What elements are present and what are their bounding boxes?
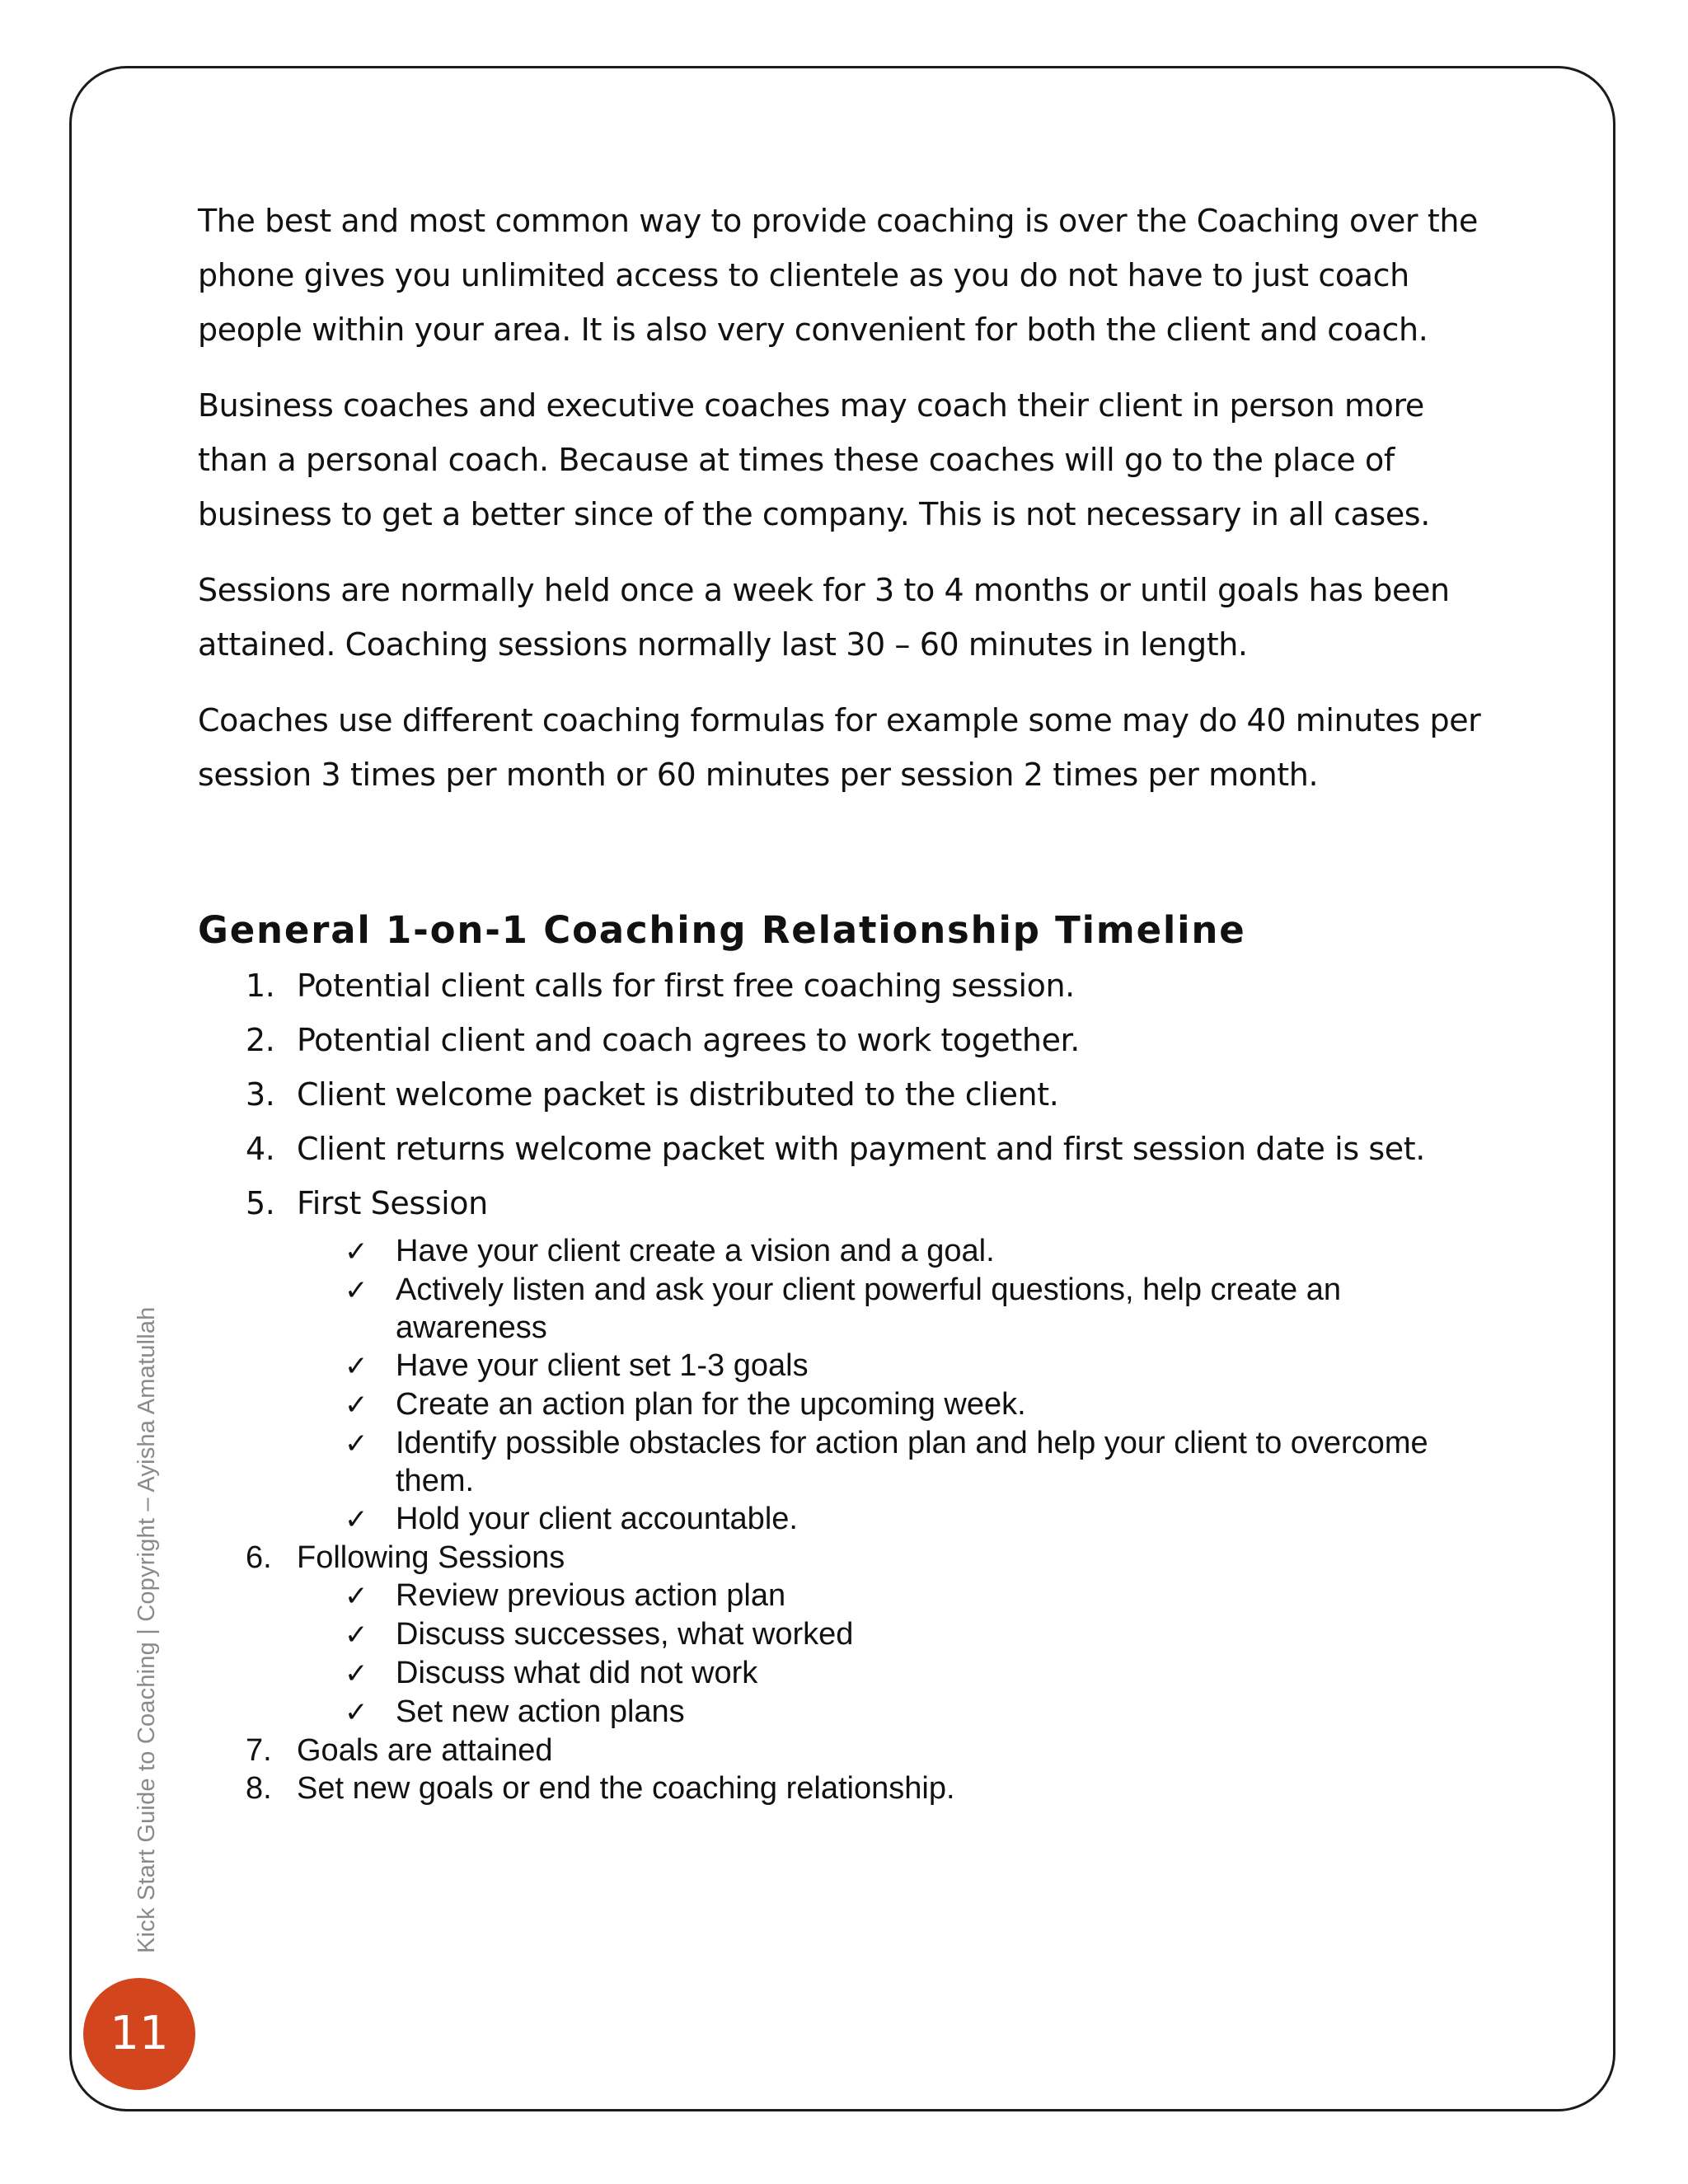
sidebar-copyright: Kick Start Guide to Coaching | Copyright – Ayisha Amatullah <box>134 1306 160 1953</box>
checklist-text: Actively listen and ask your client powerful questions, help create an awareness <box>396 1272 1341 1345</box>
checklist-text: Identify possible obstacles for action plan and help your client to overcome them. <box>396 1426 1428 1498</box>
timeline-item <box>198 1176 1500 1230</box>
item-text: First Session <box>297 1185 488 1221</box>
check-icon: ✓ <box>345 1580 368 1613</box>
checklist-item <box>198 1577 1500 1615</box>
item-number: 8. <box>246 1771 272 1806</box>
checklist-item <box>198 1693 1500 1732</box>
check-icon: ✓ <box>345 1619 368 1652</box>
checklist-text: Discuss what did not work <box>396 1656 758 1690</box>
checklist-item <box>198 1615 1500 1654</box>
checklist-item <box>198 1271 1500 1347</box>
section-heading: General 1-on-1 Coaching Relationship Timeline <box>198 908 1246 952</box>
checklist-text: Hold your client accountable. <box>396 1502 798 1536</box>
item-number: 1. <box>246 968 275 1004</box>
check-icon: ✓ <box>345 1657 368 1690</box>
check-icon: ✓ <box>345 1274 368 1307</box>
paragraph-phone-coaching: The best and most common way to provide coaching is over the Coaching over the phone gives you unlimited access to clientele as you do not have to just coach people within your area. It is also very convenient for both the client and coach. <box>198 203 1478 348</box>
item-number: 4. <box>246 1131 275 1167</box>
timeline-item <box>198 1122 1500 1176</box>
first-session-checklist <box>198 1232 1500 1539</box>
paragraph-business-coaches: Business coaches and executive coaches may coach their client in person more than a personal coach. Because at times these coaches will go to the place of business to get a better since of the company. This is not necessary in all cases. <box>198 387 1430 532</box>
item-text: Client returns welcome packet with payment and first session date is set. <box>297 1131 1425 1167</box>
timeline-item <box>198 958 1500 1013</box>
item-number: 2. <box>246 1022 275 1058</box>
timeline-list-end <box>198 1732 1500 1807</box>
checklist-item <box>198 1654 1500 1693</box>
item-text: Following Sessions <box>297 1540 565 1575</box>
checklist-item <box>198 1385 1500 1424</box>
checklist-item <box>198 1424 1500 1500</box>
timeline-item <box>198 1013 1500 1067</box>
checklist-item <box>198 1500 1500 1539</box>
checklist-text: Discuss successes, what worked <box>396 1617 854 1652</box>
timeline-list-continued <box>198 1539 1500 1577</box>
item-number: 5. <box>246 1185 275 1221</box>
checklist-item <box>198 1347 1500 1385</box>
checklist-text: Set new action plans <box>396 1694 685 1729</box>
page-content <box>198 194 1500 1807</box>
item-number: 6. <box>246 1540 272 1575</box>
checklist-text: Have your client set 1-3 goals <box>396 1348 809 1383</box>
item-text: Client welcome packet is distributed to the client. <box>297 1076 1059 1113</box>
item-text: Potential client calls for first free coaching session. <box>297 968 1075 1004</box>
item-text: Potential client and coach agrees to work together. <box>297 1022 1080 1058</box>
following-sessions-checklist <box>198 1577 1500 1732</box>
check-icon: ✓ <box>345 1235 368 1268</box>
checklist-text: Have your client create a vision and a goal. <box>396 1234 995 1268</box>
timeline-item <box>198 1769 1500 1807</box>
item-number: 3. <box>246 1076 275 1113</box>
page-number-badge: 11 <box>83 1978 195 2090</box>
paragraph-session-frequency: Sessions are normally held once a week for 3 to 4 months or until goals has been attained. Coaching sessions normally last 30 – 60 minutes in length. <box>198 572 1450 663</box>
checklist-item <box>198 1232 1500 1271</box>
check-icon: ✓ <box>345 1696 368 1729</box>
check-icon: ✓ <box>345 1350 368 1383</box>
item-text: Set new goals or end the coaching relationship. <box>297 1771 955 1806</box>
item-number: 7. <box>246 1733 272 1768</box>
timeline-list <box>198 958 1500 1230</box>
check-icon: ✓ <box>345 1503 368 1536</box>
item-text: Goals are attained <box>297 1733 553 1768</box>
checklist-text: Create an action plan for the upcoming week. <box>396 1387 1026 1422</box>
check-icon: ✓ <box>345 1427 368 1460</box>
timeline-item <box>198 1539 1500 1577</box>
timeline-item <box>198 1067 1500 1122</box>
paragraph-coaching-formulas: Coaches use different coaching formulas for example some may do 40 minutes per session 3 times per month or 60 minutes per session 2 times per month. <box>198 702 1481 793</box>
checklist-text: Review previous action plan <box>396 1578 786 1613</box>
check-icon: ✓ <box>345 1389 368 1422</box>
timeline-item <box>198 1732 1500 1769</box>
